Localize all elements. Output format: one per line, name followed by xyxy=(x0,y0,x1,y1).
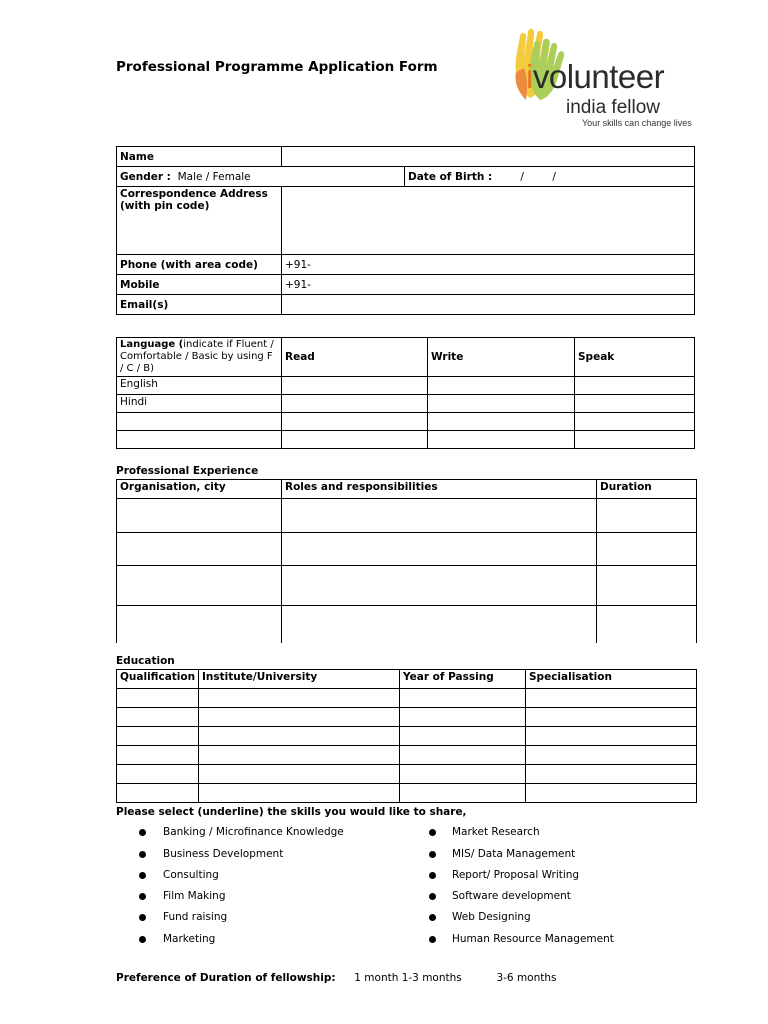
email-label: Email(s) xyxy=(117,295,282,315)
skill-option[interactable]: Software development xyxy=(452,890,571,902)
experience-table xyxy=(116,479,697,643)
read-header: Read xyxy=(282,338,428,377)
bullet-icon xyxy=(139,872,146,879)
phone-field[interactable]: +91- xyxy=(282,255,695,275)
write-cell[interactable] xyxy=(428,395,575,413)
form-title: Professional Programme Application Form xyxy=(116,59,438,75)
bullet-icon xyxy=(139,893,146,900)
skill-option[interactable]: Web Designing xyxy=(452,911,531,923)
dob-cell[interactable] xyxy=(405,167,695,187)
education-cell[interactable] xyxy=(117,689,199,708)
logo-tagline: Your skills can change lives xyxy=(582,118,692,128)
speak-cell[interactable] xyxy=(575,395,695,413)
roles-cell[interactable] xyxy=(282,606,597,643)
year-header: Year of Passing xyxy=(400,670,526,689)
duration-preference-label: Preference of Duration of fellowship: xyxy=(116,972,336,984)
name-label: Name xyxy=(117,147,282,167)
org-cell[interactable] xyxy=(117,499,282,533)
write-cell[interactable] xyxy=(428,413,575,431)
language-table xyxy=(116,337,695,449)
address-field[interactable] xyxy=(282,187,695,255)
roles-cell[interactable] xyxy=(282,533,597,566)
duration-preference xyxy=(116,972,557,984)
read-cell[interactable] xyxy=(282,395,428,413)
bullet-icon xyxy=(139,829,146,836)
language-name: English xyxy=(117,377,282,395)
name-field[interactable] xyxy=(282,147,695,167)
bullet-icon xyxy=(429,872,436,879)
mobile-label: Mobile xyxy=(117,275,282,295)
read-cell[interactable] xyxy=(282,431,428,449)
education-cell[interactable] xyxy=(199,746,400,765)
org-header: Organisation, city xyxy=(117,480,282,499)
language-name: Hindi xyxy=(117,395,282,413)
experience-section-title: Professional Experience xyxy=(116,465,259,477)
education-cell[interactable] xyxy=(117,784,199,803)
education-cell[interactable] xyxy=(400,727,526,746)
org-cell[interactable] xyxy=(117,606,282,643)
skill-option[interactable]: Fund raising xyxy=(163,911,228,923)
skill-option[interactable]: Report/ Proposal Writing xyxy=(452,869,580,881)
education-cell[interactable] xyxy=(117,708,199,727)
dob-separator: / xyxy=(552,170,556,183)
duration-cell[interactable] xyxy=(597,499,697,533)
address-label: Correspondence Address (with pin code) xyxy=(117,187,282,255)
duration-cell[interactable] xyxy=(597,566,697,606)
write-cell[interactable] xyxy=(428,431,575,449)
language-header-label: Language ( xyxy=(120,339,184,350)
roles-cell[interactable] xyxy=(282,566,597,606)
org-cell[interactable] xyxy=(117,533,282,566)
write-header: Write xyxy=(428,338,575,377)
skills-heading: Please select (underline) the skills you would like to share, xyxy=(116,806,467,818)
skill-option[interactable]: Marketing xyxy=(163,933,216,945)
email-field[interactable] xyxy=(282,295,695,315)
roles-cell[interactable] xyxy=(282,499,597,533)
bullet-icon xyxy=(429,851,436,858)
skill-option[interactable]: Film Making xyxy=(163,890,226,902)
education-cell[interactable] xyxy=(199,689,400,708)
write-cell[interactable] xyxy=(428,377,575,395)
ivolunteer-logo xyxy=(500,28,700,133)
bullet-icon xyxy=(139,851,146,858)
dob-separator: / xyxy=(520,170,524,183)
bullet-icon xyxy=(139,936,146,943)
skill-option[interactable]: Banking / Microfinance Knowledge xyxy=(163,826,344,838)
duration-option-1-3-months[interactable]: 1 month 1-3 months xyxy=(354,972,462,984)
education-table xyxy=(116,669,697,803)
skill-option[interactable]: MIS/ Data Management xyxy=(452,848,576,860)
speak-cell[interactable] xyxy=(575,431,695,449)
language-name[interactable] xyxy=(117,431,282,449)
education-cell[interactable] xyxy=(400,784,526,803)
skill-option[interactable]: Consulting xyxy=(163,869,219,881)
mobile-field[interactable]: +91- xyxy=(282,275,695,295)
education-cell[interactable] xyxy=(400,689,526,708)
personal-details-table xyxy=(116,146,695,315)
education-cell[interactable] xyxy=(199,784,400,803)
institute-header: Institute/University xyxy=(199,670,400,689)
gender-label: Gender : xyxy=(120,170,171,183)
logo-wordmark xyxy=(526,60,664,93)
education-cell[interactable] xyxy=(117,727,199,746)
education-cell[interactable] xyxy=(199,765,400,784)
speak-cell[interactable] xyxy=(575,377,695,395)
skill-option[interactable]: Business Development xyxy=(163,848,284,860)
language-header-note: indicate if Fluent / Comfortable / Basic by using F / C / B) xyxy=(120,339,274,374)
education-cell[interactable] xyxy=(117,765,199,784)
education-cell[interactable] xyxy=(526,708,697,727)
read-cell[interactable] xyxy=(282,377,428,395)
education-cell[interactable] xyxy=(199,708,400,727)
logo-subtitle: india fellow xyxy=(566,97,660,118)
skill-option[interactable]: Human Resource Management xyxy=(452,933,614,945)
roles-header: Roles and responsibilities xyxy=(282,480,597,499)
education-cell[interactable] xyxy=(526,784,697,803)
skill-option[interactable]: Market Research xyxy=(452,826,540,838)
speak-header: Speak xyxy=(575,338,695,377)
logo-word-rest: volunteer xyxy=(532,58,665,95)
qualification-header: Qualification xyxy=(117,670,199,689)
phone-label: Phone (with area code) xyxy=(117,255,282,275)
language-name[interactable] xyxy=(117,413,282,431)
specialisation-header: Specialisation xyxy=(526,670,697,689)
education-cell[interactable] xyxy=(117,746,199,765)
education-cell[interactable] xyxy=(400,746,526,765)
gender-value: Male / Female xyxy=(177,170,251,183)
bullet-icon xyxy=(429,829,436,836)
logo-letter-i: i xyxy=(526,58,533,95)
bullet-icon xyxy=(139,914,146,921)
bullet-icon xyxy=(429,914,436,921)
language-header xyxy=(117,338,282,377)
duration-cell[interactable] xyxy=(597,606,697,643)
org-cell[interactable] xyxy=(117,566,282,606)
gender-cell[interactable] xyxy=(117,167,405,187)
education-cell[interactable] xyxy=(526,765,697,784)
education-cell[interactable] xyxy=(526,689,697,708)
bullet-icon xyxy=(429,936,436,943)
education-cell[interactable] xyxy=(526,727,697,746)
dob-label: Date of Birth : xyxy=(408,170,493,183)
duration-header: Duration xyxy=(597,480,697,499)
education-section-title: Education xyxy=(116,655,175,667)
education-cell[interactable] xyxy=(526,746,697,765)
education-cell[interactable] xyxy=(199,727,400,746)
education-cell[interactable] xyxy=(400,765,526,784)
duration-cell[interactable] xyxy=(597,533,697,566)
duration-option-3-6-months[interactable]: 3-6 months xyxy=(496,972,557,984)
education-cell[interactable] xyxy=(400,708,526,727)
speak-cell[interactable] xyxy=(575,413,695,431)
bullet-icon xyxy=(429,893,436,900)
read-cell[interactable] xyxy=(282,413,428,431)
